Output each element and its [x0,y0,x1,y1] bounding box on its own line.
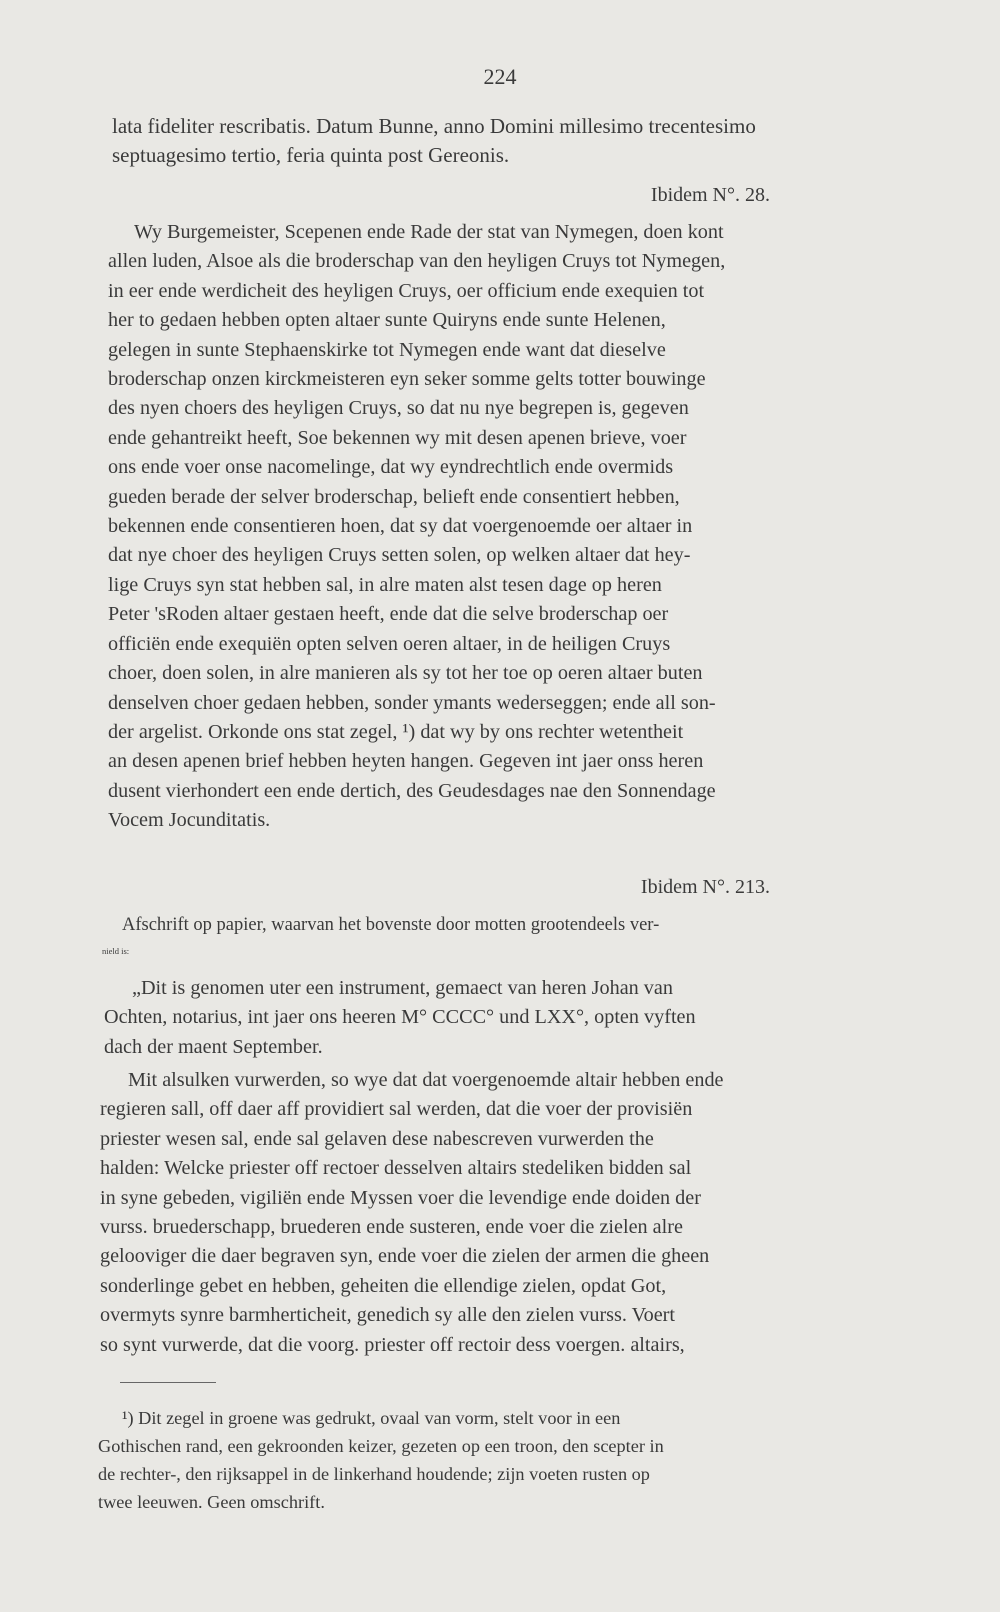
text-line: lata fideliter rescribatis. Datum Bunne, anno Domini millesimo trecentesimo [112,114,756,138]
text-line: vurss. bruederschapp, bruederen ende susteren, ende voer die zielen alre [100,1216,683,1239]
text-line: Vocem Jocunditatis. [108,809,271,832]
text-line: priester wesen sal, ende sal gelaven dese nabescreven vurwerden the [100,1127,654,1150]
text-line: dat nye choer des heyligen Cruys setten solen, op welken altaer dat hey- [108,544,691,567]
text-line: officiën ende exequiën opten selven oeren altaer, in de heiligen Cruys [108,632,671,655]
text-line: overmyts synre barmherticheit, genedich sy alle den zielen vurss. Voert [100,1304,675,1327]
text-line: nield is: [102,946,130,956]
text-line: Peter 'sRoden altaer gestaen heeft, ende dat die selve broderschap oer [108,603,669,626]
text-line: bekennen ende consentieren hoen, dat sy dat voergenoemde oer altaer in [108,515,693,538]
paragraph-4 [104,974,880,1062]
page-number: 224 [483,64,517,89]
paragraph-1 [112,112,880,171]
text-line: gelooviger die daer begraven syn, ende voer die zielen der armen die gheen [100,1245,710,1268]
text-line: regieren sall, off daer aff providiert sal werden, dat die voer der provisiën [100,1098,693,1121]
footnote-line: ¹) Dit zegel in groene was gedrukt, ovaal van vorm, stelt voor in een [122,1408,621,1428]
text-line: in syne gebeden, vigiliën ende Myssen voer die levendige ende doiden der [100,1186,701,1209]
text-line: der argelist. Orkonde ons stat zegel, ¹) dat wy by ons rechter wetentheit [108,720,684,743]
text-line: „Dit is genomen uter een instrument, gemaect van heren Johan van [132,977,673,999]
paragraph-2 [108,218,880,836]
text-line: Ochten, notarius, int jaer ons heeren M° CCCC° und LXX°, opten vyften [104,1006,696,1029]
text-line: sonderlinge gebet en hebben, geheiten die ellendige zielen, opdat Got, [100,1274,667,1297]
footnote-line: Gothischen rand, een gekroonden keizer, gezeten op een troon, den scepter in [98,1436,664,1456]
text-line: her to gedaen hebben opten altaer sunte Quiryns ende sunte Helenen, [108,309,666,332]
paragraph-3-note [102,912,882,964]
text-line: septuagesimo tertio, feria quinta post Gereonis. [112,143,510,168]
footnote-line: twee leeuwen. Geen omschrift. [98,1492,325,1512]
text-line: Wy Burgemeister, Scepenen ende Rade der stat van Nymegen, doen kont [134,221,724,243]
text-line: so synt vurwerde, dat die voorg. priester off rectoir dess voergen. altairs, [100,1333,685,1356]
text-line: denselven choer gedaen hebben, sonder ymants wederseggen; ende all son- [108,691,716,714]
text-line: dach der maent September. [104,1035,323,1058]
footnote [98,1404,880,1516]
text-line: halden: Welcke priester off rectoer desselven altairs stedeliken bidden sal [100,1157,692,1180]
text-line: broderschap onzen kirckmeisteren eyn seker somme gelts totter bouwinge [108,368,706,391]
text-line: gueden berade der selver broderschap, belieft ende consentiert hebben, [108,485,680,508]
text-line: dusent vierhondert een ende dertich, des Geudesdages nae den Sonnendage [108,779,716,802]
text-line: des nyen choers des heyligen Cruys, so dat nu nye begrepen is, gegeven [108,397,689,420]
text-line: in eer ende werdicheit des heyligen Cruys, oer officium ende exequien tot [108,279,705,302]
text-line: Mit alsulken vurwerden, so wye dat dat voergenoemde altair hebben ende [128,1069,724,1091]
source-reference-1: Ibidem N°. 28. [650,184,770,206]
footnote-line: de rechter-, den rijksappel in de linkerhand houdende; zijn voeten rusten op [98,1464,650,1484]
text-line: ende gehantreikt heeft, Soe bekennen wy mit desen apenen brieve, voer [108,426,687,449]
text-line: an desen apenen brief hebben heyten hangen. Gegeven int jaer onss heren [108,750,704,773]
text-line: Afschrift op papier, waarvan het bovenste door motten grootendeels ver- [122,915,660,935]
text-line: choer, doen solen, in alre manieren als sy tot her toe op oeren altaer buten [108,662,703,685]
text-line: lige Cruys syn stat hebben sal, in alre maten alst tesen dage op heren [108,573,662,596]
source-reference-2: Ibidem N°. 213. [640,876,770,898]
text-line: gelegen in sunte Stephaenskirke tot Nymegen ende want dat dieselve [108,338,666,361]
text-line: allen luden, Alsoe als die broderschap van den heyligen Cruys tot Nymegen, [108,250,726,273]
paragraph-5 [100,1066,880,1360]
footnote-divider [120,1382,216,1383]
text-line: ons ende voer onse nacomelinge, dat wy eyndrechtlich ende overmids [108,456,674,479]
